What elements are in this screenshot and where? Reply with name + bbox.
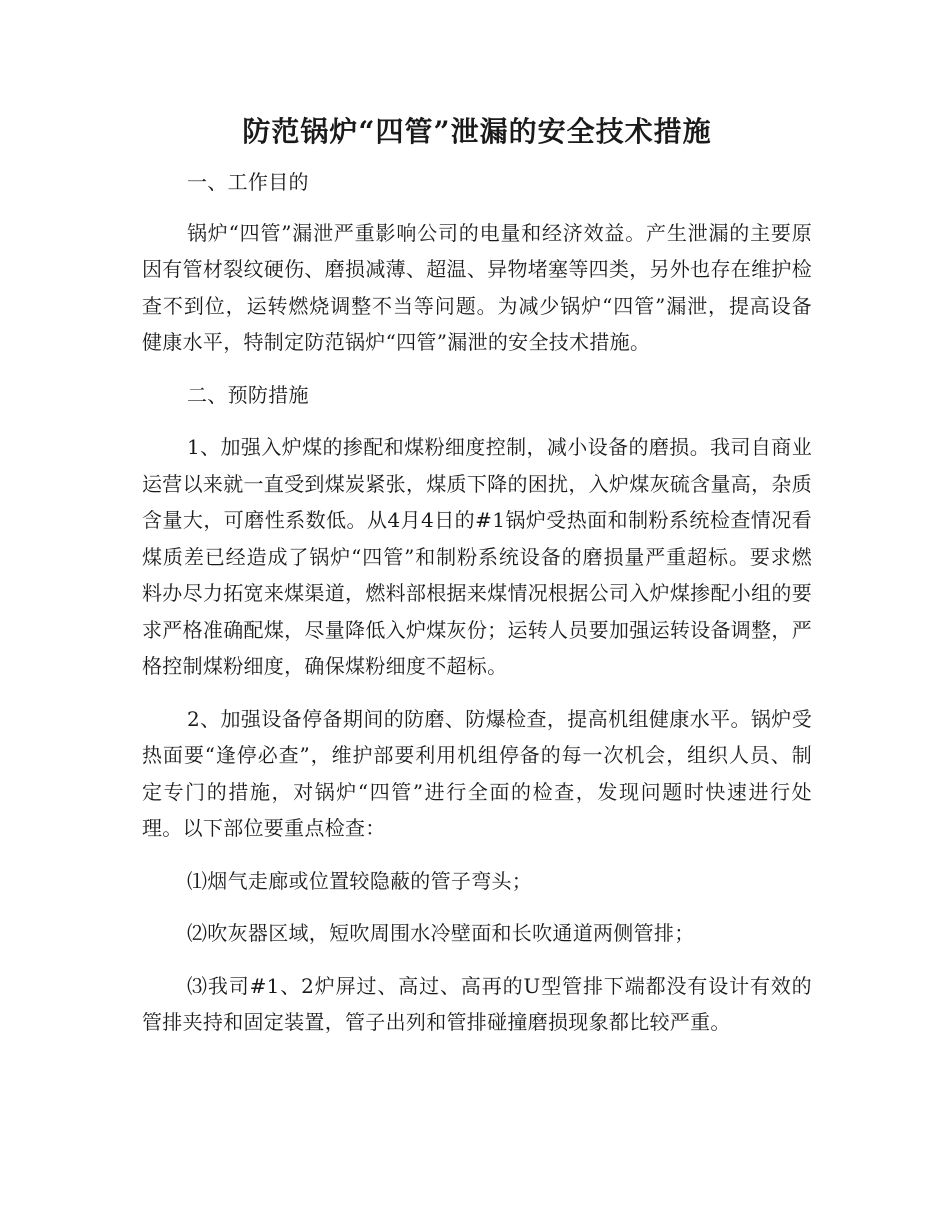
paragraph: 1、加强入炉煤的掺配和煤粉细度控制，减小设备的磨损。我司自商业运营以来就一直受到煤炭紧张，煤质下降的困扰，入炉煤灰硫含量高，杂质含量大，可磨性系数低。从4月4日的#1锅炉受热面和制粉系统检查情况看煤质差已经造成了锅炉“四管”和制粉系统设备的磨损量严重超标。要求燃料办尽力拓宽来煤渠道，燃料部根据来煤情况根据公司入炉煤掺配小组的要求严格准确配煤，尽量降低入炉煤灰份；运转人员要加强运转设备调整，严格控制煤粉细度，确保煤粉细度不超标。 [142, 435, 812, 678]
list-item: ⑶我司#1、2炉屏过、高过、高再的U型管排下端都没有设计有效的管排夹持和固定装置，管子出列和管排碰撞磨损现象都比较严重。 [142, 973, 812, 1034]
section-heading: 一、工作目的 [187, 170, 309, 194]
section-heading: 二、预防措施 [187, 382, 309, 407]
list-item: ⑵吹灰器区域，短吹周围水冷壁面和长吹通道两侧管排； [187, 921, 695, 945]
list-item: ⑴烟气走廊或位置较隐蔽的管子弯头； [187, 868, 533, 893]
document-page [142, 112, 812, 1041]
paragraph: 锅炉“四管”漏泄严重影响公司的电量和经济效益。产生泄漏的主要原因有管材裂纹硬伤、磨损减薄、超温、异物堵塞等四类，另外也存在维护检查不到位，运转燃烧调整不当等问题。为减少锅炉“四管”漏泄，提高设备健康水平，特制定防范锅炉“四管”漏泄的安全技术措施。 [142, 220, 812, 354]
paragraph: 2、加强设备停备期间的防磨、防爆检查，提高机组健康水平。锅炉受热面要“逢停必查”，维护部要利用机组停备的每一次机会，组织人员、制定专门的措施，对锅炉“四管”进行全面的检查，发现问题时快速进行处理。以下部位要重点检查： [142, 706, 812, 840]
document-title: 防范锅炉“四管”泄漏的安全技术措施 [242, 115, 712, 148]
